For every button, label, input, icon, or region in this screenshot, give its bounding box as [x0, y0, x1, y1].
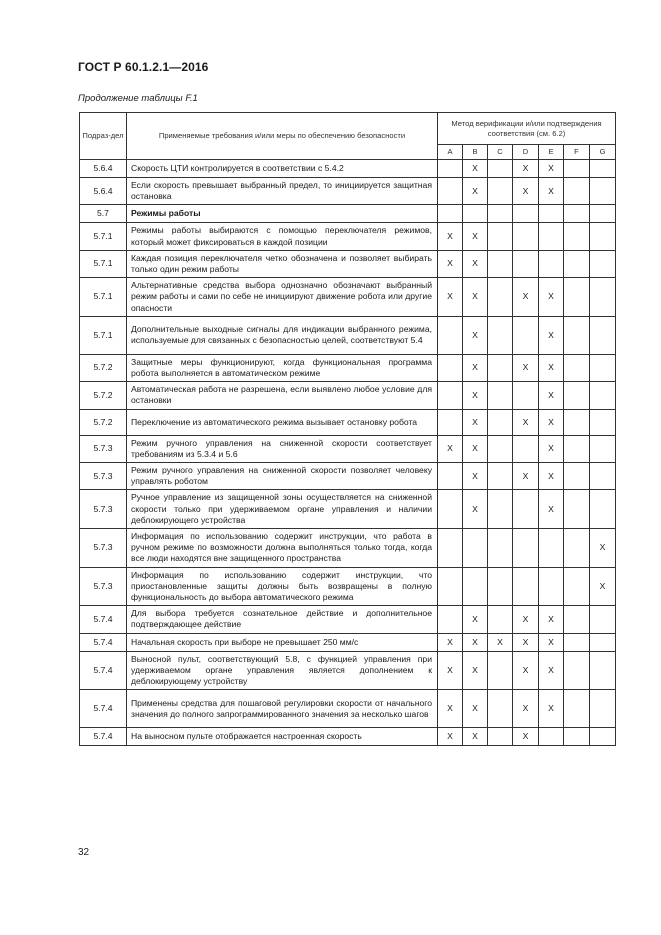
table-row	[80, 205, 616, 223]
mark-c	[488, 490, 513, 529]
mark-f	[564, 567, 590, 606]
mark-g	[590, 250, 616, 277]
row-section: 5.7.4	[80, 690, 127, 728]
mark-e	[539, 205, 564, 223]
mark-c	[488, 529, 513, 568]
row-section: 5.7.2	[80, 409, 127, 435]
mark-f	[564, 728, 590, 746]
mark-g	[590, 316, 616, 354]
row-requirement: Для выбора требуется сознательное действие и дополнительное подтверждающее действие	[127, 606, 438, 633]
mark-a: X	[438, 690, 463, 728]
mark-a: X	[438, 633, 463, 651]
mark-b: X	[463, 690, 488, 728]
mark-e: X	[539, 490, 564, 529]
row-section: 5.6.4	[80, 178, 127, 205]
mark-a	[438, 490, 463, 529]
mark-g	[590, 651, 616, 690]
mark-a: X	[438, 250, 463, 277]
requirements-table	[79, 112, 616, 746]
mark-a	[438, 606, 463, 633]
row-section: 5.7.2	[80, 354, 127, 381]
mark-d	[513, 382, 539, 409]
mark-c	[488, 567, 513, 606]
mark-b: X	[463, 435, 488, 462]
row-section: 5.6.4	[80, 160, 127, 178]
mark-c	[488, 382, 513, 409]
mark-c	[488, 178, 513, 205]
mark-b: X	[463, 316, 488, 354]
mark-d	[513, 435, 539, 462]
mark-f	[564, 529, 590, 568]
mark-e: X	[539, 409, 564, 435]
mark-c	[488, 250, 513, 277]
mark-c	[488, 651, 513, 690]
mark-d: X	[513, 278, 539, 317]
row-requirement: Режимы работы	[127, 205, 438, 223]
row-requirement: Режимы работы выбираются с помощью переключателя режимов, который может фиксироваться в каждой позиции	[127, 223, 438, 250]
mark-g	[590, 435, 616, 462]
table-row	[80, 160, 616, 178]
mark-b: X	[463, 382, 488, 409]
header-requirements: Применяемые требования и/или меры по обеспечению безопасности	[127, 113, 438, 160]
mark-d: X	[513, 409, 539, 435]
table-row	[80, 409, 616, 435]
table-row	[80, 606, 616, 633]
mark-d: X	[513, 633, 539, 651]
mark-a: X	[438, 728, 463, 746]
mark-b: X	[463, 409, 488, 435]
header-col-g: G	[590, 145, 616, 160]
mark-c: X	[488, 633, 513, 651]
mark-c	[488, 463, 513, 490]
mark-a	[438, 160, 463, 178]
mark-a: X	[438, 223, 463, 250]
mark-d	[513, 529, 539, 568]
table-row	[80, 354, 616, 381]
mark-c	[488, 205, 513, 223]
table-row	[80, 463, 616, 490]
mark-a	[438, 316, 463, 354]
row-section: 5.7.3	[80, 463, 127, 490]
mark-g	[590, 633, 616, 651]
mark-d: X	[513, 463, 539, 490]
mark-b: X	[463, 463, 488, 490]
header-section: Подраз-дел	[80, 113, 127, 160]
table-row	[80, 690, 616, 728]
row-section: 5.7.1	[80, 250, 127, 277]
mark-e: X	[539, 633, 564, 651]
mark-g	[590, 278, 616, 317]
mark-g	[590, 690, 616, 728]
mark-b	[463, 205, 488, 223]
row-section: 5.7.4	[80, 606, 127, 633]
mark-c	[488, 690, 513, 728]
mark-b: X	[463, 633, 488, 651]
mark-b: X	[463, 223, 488, 250]
header-col-d: D	[513, 145, 539, 160]
mark-g	[590, 382, 616, 409]
mark-d: X	[513, 178, 539, 205]
mark-g	[590, 354, 616, 381]
mark-e	[539, 529, 564, 568]
mark-f	[564, 178, 590, 205]
mark-d: X	[513, 728, 539, 746]
table-row	[80, 223, 616, 250]
table-row	[80, 316, 616, 354]
mark-c	[488, 606, 513, 633]
row-section: 5.7	[80, 205, 127, 223]
row-section: 5.7.3	[80, 435, 127, 462]
mark-d: X	[513, 690, 539, 728]
mark-b: X	[463, 178, 488, 205]
mark-e: X	[539, 463, 564, 490]
row-requirement: Информация по использованию содержит инструкции, что работа в ручном режиме по возможности должна выполняться только тогда, когда все люди находятся вне защищенного пространства	[127, 529, 438, 568]
mark-b: X	[463, 160, 488, 178]
mark-e	[539, 250, 564, 277]
row-requirement: Если скорость превышает выбранный предел, то инициируется защитная остановка	[127, 178, 438, 205]
mark-b: X	[463, 728, 488, 746]
mark-f	[564, 690, 590, 728]
mark-b: X	[463, 606, 488, 633]
row-requirement: Каждая позиция переключателя четко обозначена и позволяет выбирать только один режим работы	[127, 250, 438, 277]
mark-a	[438, 567, 463, 606]
row-requirement: Режим ручного управления на сниженной скорости соответствует требованиям из 5.3.4 и 5.6	[127, 435, 438, 462]
table-row	[80, 435, 616, 462]
mark-d: X	[513, 354, 539, 381]
row-section: 5.7.4	[80, 633, 127, 651]
row-requirement: Информация по использованию содержит инструкции, что приостановленные защиты должны быть возвращены в полную функциональность до выбора автоматического режима	[127, 567, 438, 606]
mark-a	[438, 409, 463, 435]
mark-f	[564, 490, 590, 529]
table-row	[80, 250, 616, 277]
mark-e	[539, 223, 564, 250]
mark-c	[488, 409, 513, 435]
mark-c	[488, 160, 513, 178]
mark-g	[590, 463, 616, 490]
mark-e: X	[539, 354, 564, 381]
table-row	[80, 567, 616, 606]
row-section: 5.7.4	[80, 651, 127, 690]
mark-f	[564, 606, 590, 633]
row-section: 5.7.1	[80, 278, 127, 317]
row-section: 5.7.3	[80, 567, 127, 606]
mark-e: X	[539, 382, 564, 409]
mark-g	[590, 160, 616, 178]
mark-f	[564, 354, 590, 381]
mark-a	[438, 463, 463, 490]
row-requirement: Начальная скорость при выборе не превышает 250 мм/с	[127, 633, 438, 651]
page-number: 32	[78, 847, 90, 858]
mark-b: X	[463, 651, 488, 690]
table-row	[80, 490, 616, 529]
mark-g: X	[590, 529, 616, 568]
mark-f	[564, 382, 590, 409]
mark-e: X	[539, 278, 564, 317]
mark-c	[488, 435, 513, 462]
mark-b: X	[463, 490, 488, 529]
document-title: ГОСТ Р 60.1.2.1—2016	[78, 60, 209, 74]
mark-f	[564, 316, 590, 354]
row-section: 5.7.3	[80, 529, 127, 568]
mark-d	[513, 316, 539, 354]
mark-a: X	[438, 651, 463, 690]
mark-b	[463, 567, 488, 606]
mark-f	[564, 651, 590, 690]
row-section: 5.7.2	[80, 382, 127, 409]
header-col-e: E	[539, 145, 564, 160]
mark-a: X	[438, 435, 463, 462]
mark-g	[590, 490, 616, 529]
mark-a	[438, 178, 463, 205]
mark-c	[488, 278, 513, 317]
mark-c	[488, 354, 513, 381]
mark-f	[564, 633, 590, 651]
mark-f	[564, 435, 590, 462]
row-requirement: Альтернативные средства выбора однозначно обозначают выбранный режим работы и сами по себе не инициируют движение робота или другие опасности	[127, 278, 438, 317]
mark-f	[564, 160, 590, 178]
header-method: Метод верификации и/или подтверждения соответствия (см. 6.2)	[438, 113, 616, 145]
mark-c	[488, 316, 513, 354]
header-col-a: A	[438, 145, 463, 160]
mark-e: X	[539, 160, 564, 178]
row-requirement: Переключение из автоматического режима вызывает остановку робота	[127, 409, 438, 435]
mark-f	[564, 409, 590, 435]
mark-e: X	[539, 606, 564, 633]
mark-f	[564, 278, 590, 317]
mark-e: X	[539, 316, 564, 354]
row-section: 5.7.4	[80, 728, 127, 746]
mark-a	[438, 354, 463, 381]
mark-d: X	[513, 606, 539, 633]
table-row	[80, 728, 616, 746]
mark-e: X	[539, 178, 564, 205]
mark-e	[539, 728, 564, 746]
table-body	[80, 160, 616, 746]
mark-d	[513, 567, 539, 606]
header-col-c: C	[488, 145, 513, 160]
row-section: 5.7.1	[80, 223, 127, 250]
mark-d	[513, 223, 539, 250]
header-col-b: B	[463, 145, 488, 160]
mark-g	[590, 728, 616, 746]
mark-b: X	[463, 250, 488, 277]
mark-e	[539, 567, 564, 606]
mark-g	[590, 409, 616, 435]
row-section: 5.7.1	[80, 316, 127, 354]
row-requirement: Применены средства для пошаговой регулировки скорости от начального значения до полного запрограммированного значения за несколько шагов	[127, 690, 438, 728]
row-requirement: Ручное управление из защищенной зоны осуществляется на сниженной скорости только при удерживаемом органе управления и наличии деблокирующего устройства	[127, 490, 438, 529]
mark-e: X	[539, 435, 564, 462]
mark-e: X	[539, 651, 564, 690]
mark-f	[564, 205, 590, 223]
mark-d: X	[513, 160, 539, 178]
mark-a	[438, 529, 463, 568]
row-requirement: Дополнительные выходные сигналы для индикации выбранного режима, используемые для связанных с безопасностью целей, соответствуют 5.4	[127, 316, 438, 354]
row-section: 5.7.3	[80, 490, 127, 529]
row-requirement: Выносной пульт, соответствующий 5.8, с функцией управления при удерживаемом органе управления является дополнением к деблокирующему устройству	[127, 651, 438, 690]
mark-a	[438, 205, 463, 223]
table-caption: Продолжение таблицы F.1	[78, 93, 198, 104]
mark-f	[564, 463, 590, 490]
mark-b: X	[463, 278, 488, 317]
mark-a: X	[438, 278, 463, 317]
mark-g	[590, 223, 616, 250]
mark-b	[463, 529, 488, 568]
table-row	[80, 651, 616, 690]
mark-d	[513, 250, 539, 277]
mark-f	[564, 250, 590, 277]
row-requirement: На выносном пульте отображается настроенная скорость	[127, 728, 438, 746]
table-row	[80, 529, 616, 568]
table-row	[80, 178, 616, 205]
row-requirement: Скорость ЦТИ контролируется в соответствии с 5.4.2	[127, 160, 438, 178]
mark-e: X	[539, 690, 564, 728]
mark-b: X	[463, 354, 488, 381]
mark-g	[590, 205, 616, 223]
table-row	[80, 278, 616, 317]
table-row	[80, 382, 616, 409]
mark-f	[564, 223, 590, 250]
mark-d	[513, 205, 539, 223]
mark-c	[488, 223, 513, 250]
row-requirement: Защитные меры функционируют, когда функциональная программа робота выполняется в автоматическом режиме	[127, 354, 438, 381]
header-col-f: F	[564, 145, 590, 160]
table-row	[80, 633, 616, 651]
mark-g	[590, 178, 616, 205]
row-requirement: Режим ручного управления на сниженной скорости позволяет человеку управлять роботом	[127, 463, 438, 490]
mark-a	[438, 382, 463, 409]
mark-d	[513, 490, 539, 529]
mark-g: X	[590, 567, 616, 606]
row-requirement: Автоматическая работа не разрешена, если выявлено любое условие для остановки	[127, 382, 438, 409]
mark-g	[590, 606, 616, 633]
mark-d: X	[513, 651, 539, 690]
mark-c	[488, 728, 513, 746]
